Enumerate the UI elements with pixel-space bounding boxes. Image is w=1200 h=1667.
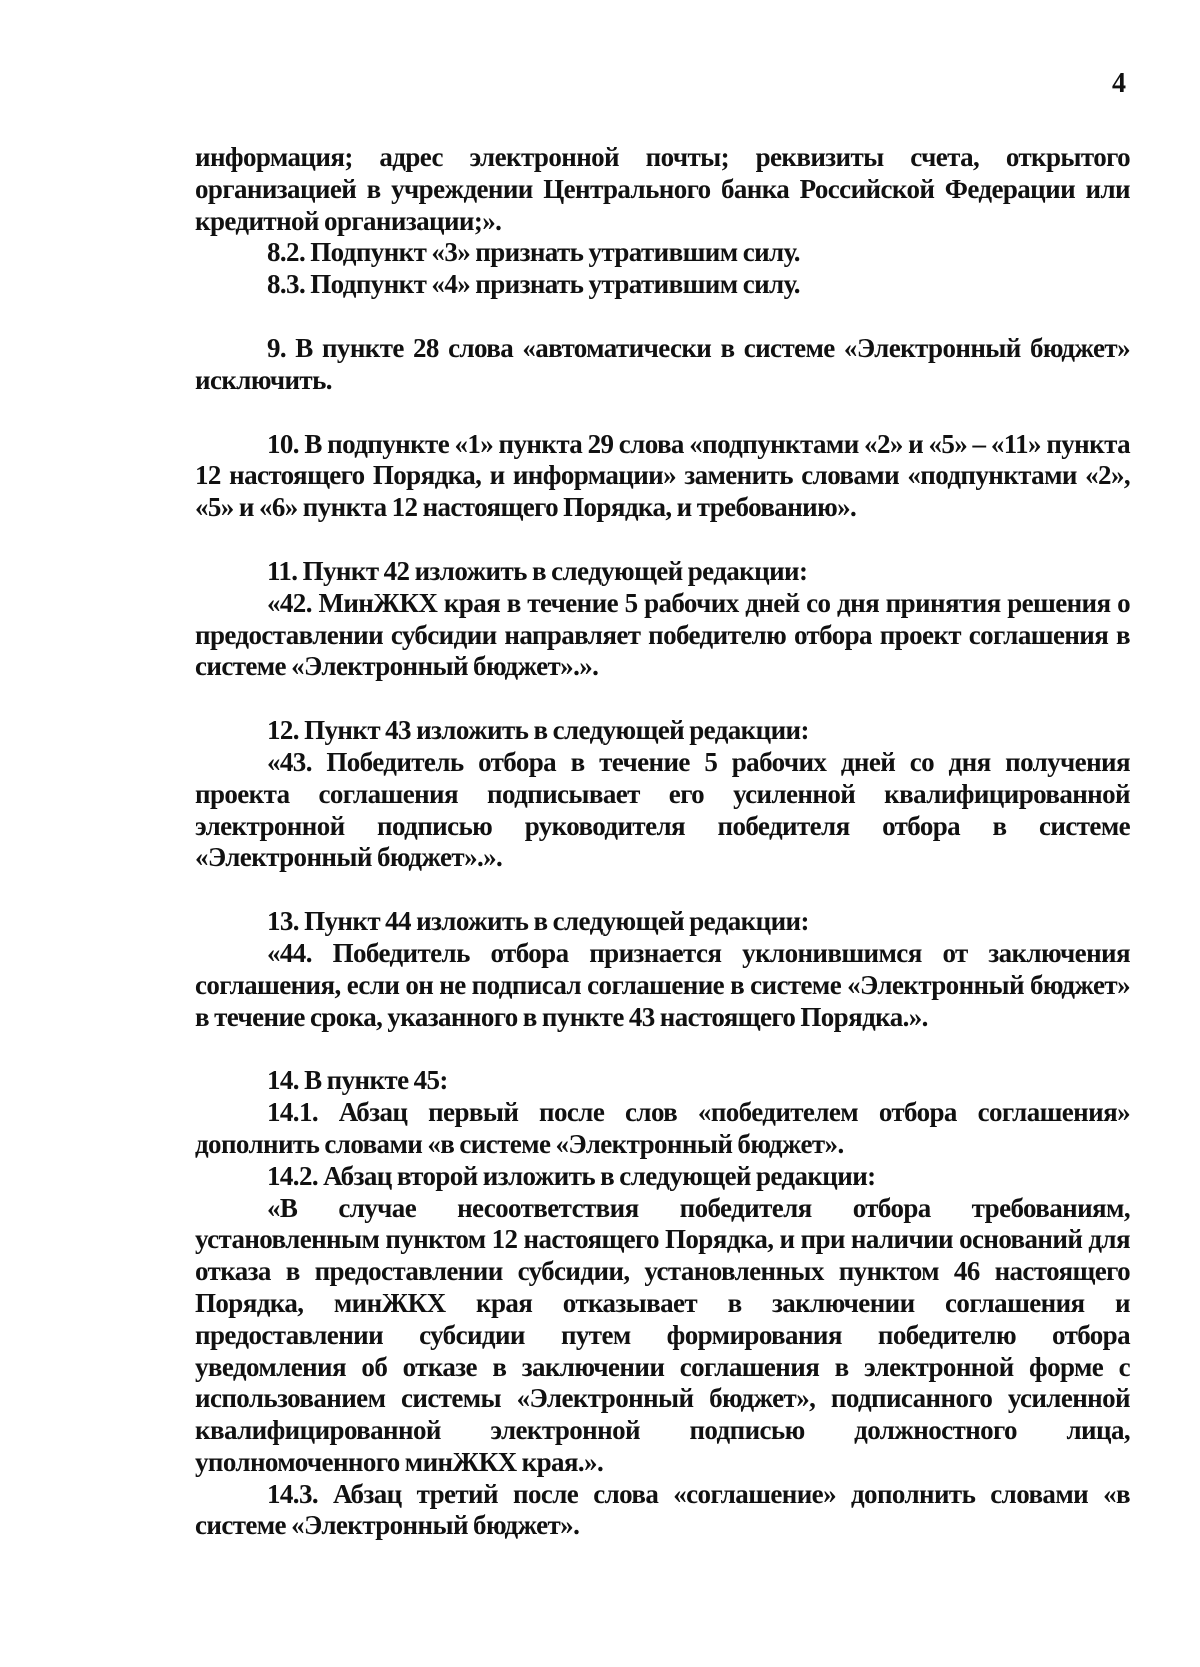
paragraph: 11. Пункт 42 изложить в следующей редакции:	[267, 555, 808, 586]
page-number: 4	[1112, 68, 1126, 99]
paragraph: 9. В пункте 28 слова «автоматически в системе «Электронный бюджет» исключить.	[195, 332, 1130, 395]
paragraph: 10. В подпункте «1» пункта 29 слова «подпунктами «2» и «5» – «11» пункта 12 настоящего Порядка, и информации» заменить словами «подпунктами «2», «5» и «6» пункта 12 настоящего Порядка, и требованию».	[195, 428, 1130, 523]
document-body	[195, 142, 1130, 1542]
paragraph: «42. МинЖКХ края в течение 5 рабочих дней со дня принятия решения о предоставлении субсидии направляет победителю отбора проект соглашения в системе «Электронный бюджет».».	[195, 587, 1130, 682]
paragraph: «В случае несоответствия победителя отбора требованиям, установленным пунктом 12 настоящего Порядка, и при наличии оснований для отказа в предоставлении субсидии, установленных пунктом 46 настоящего Порядка, минЖКХ края отказывает в заключении соглашения и предоставлении субсидии путем формирования победителю отбора уведомления об отказе в заключении соглашения в электронной форме с использованием системы «Электронный бюджет», подписанного усиленной квалифицированной электронной подписью должностного лица, уполномоченного минЖКХ края.».	[195, 1192, 1130, 1477]
paragraph: 12. Пункт 43 изложить в следующей редакции:	[267, 715, 809, 746]
paragraph: «44. Победитель отбора признается уклонившимся от заключения соглашения, если он не подписал соглашение в системе «Электронный бюджет» в течение срока, указанного в пункте 43 настоящего Порядка.».	[195, 937, 1130, 1032]
paragraph: «43. Победитель отбора в течение 5 рабочих дней со дня получения проекта соглашения подписывает его усиленной квалифицированной электронной подписью руководителя победителя отбора в системе «Электронный бюджет».».	[195, 746, 1130, 873]
paragraph: 8.2. Подпункт «3» признать утратившим силу.	[267, 237, 800, 268]
paragraph: 14.2. Абзац второй изложить в следующей редакции:	[267, 1160, 876, 1191]
paragraph: 8.3. Подпункт «4» признать утратившим силу.	[267, 269, 800, 300]
paragraph: 14.3. Абзац третий после слова «соглашение» дополнить словами «в системе «Электронный бюджет».	[195, 1478, 1130, 1541]
paragraph: информация; адрес электронной почты; реквизиты счета, открытого организацией в учреждении Центрального банка Российской Федерации или кредитной организации;».	[195, 142, 1130, 236]
paragraph: 14. В пункте 45:	[267, 1065, 448, 1096]
paragraph: 14.1. Абзац первый после слов «победителем отбора соглашения» дополнить словами «в системе «Электронный бюджет».	[195, 1097, 1130, 1159]
paragraph: 13. Пункт 44 изложить в следующей редакции:	[267, 906, 809, 937]
